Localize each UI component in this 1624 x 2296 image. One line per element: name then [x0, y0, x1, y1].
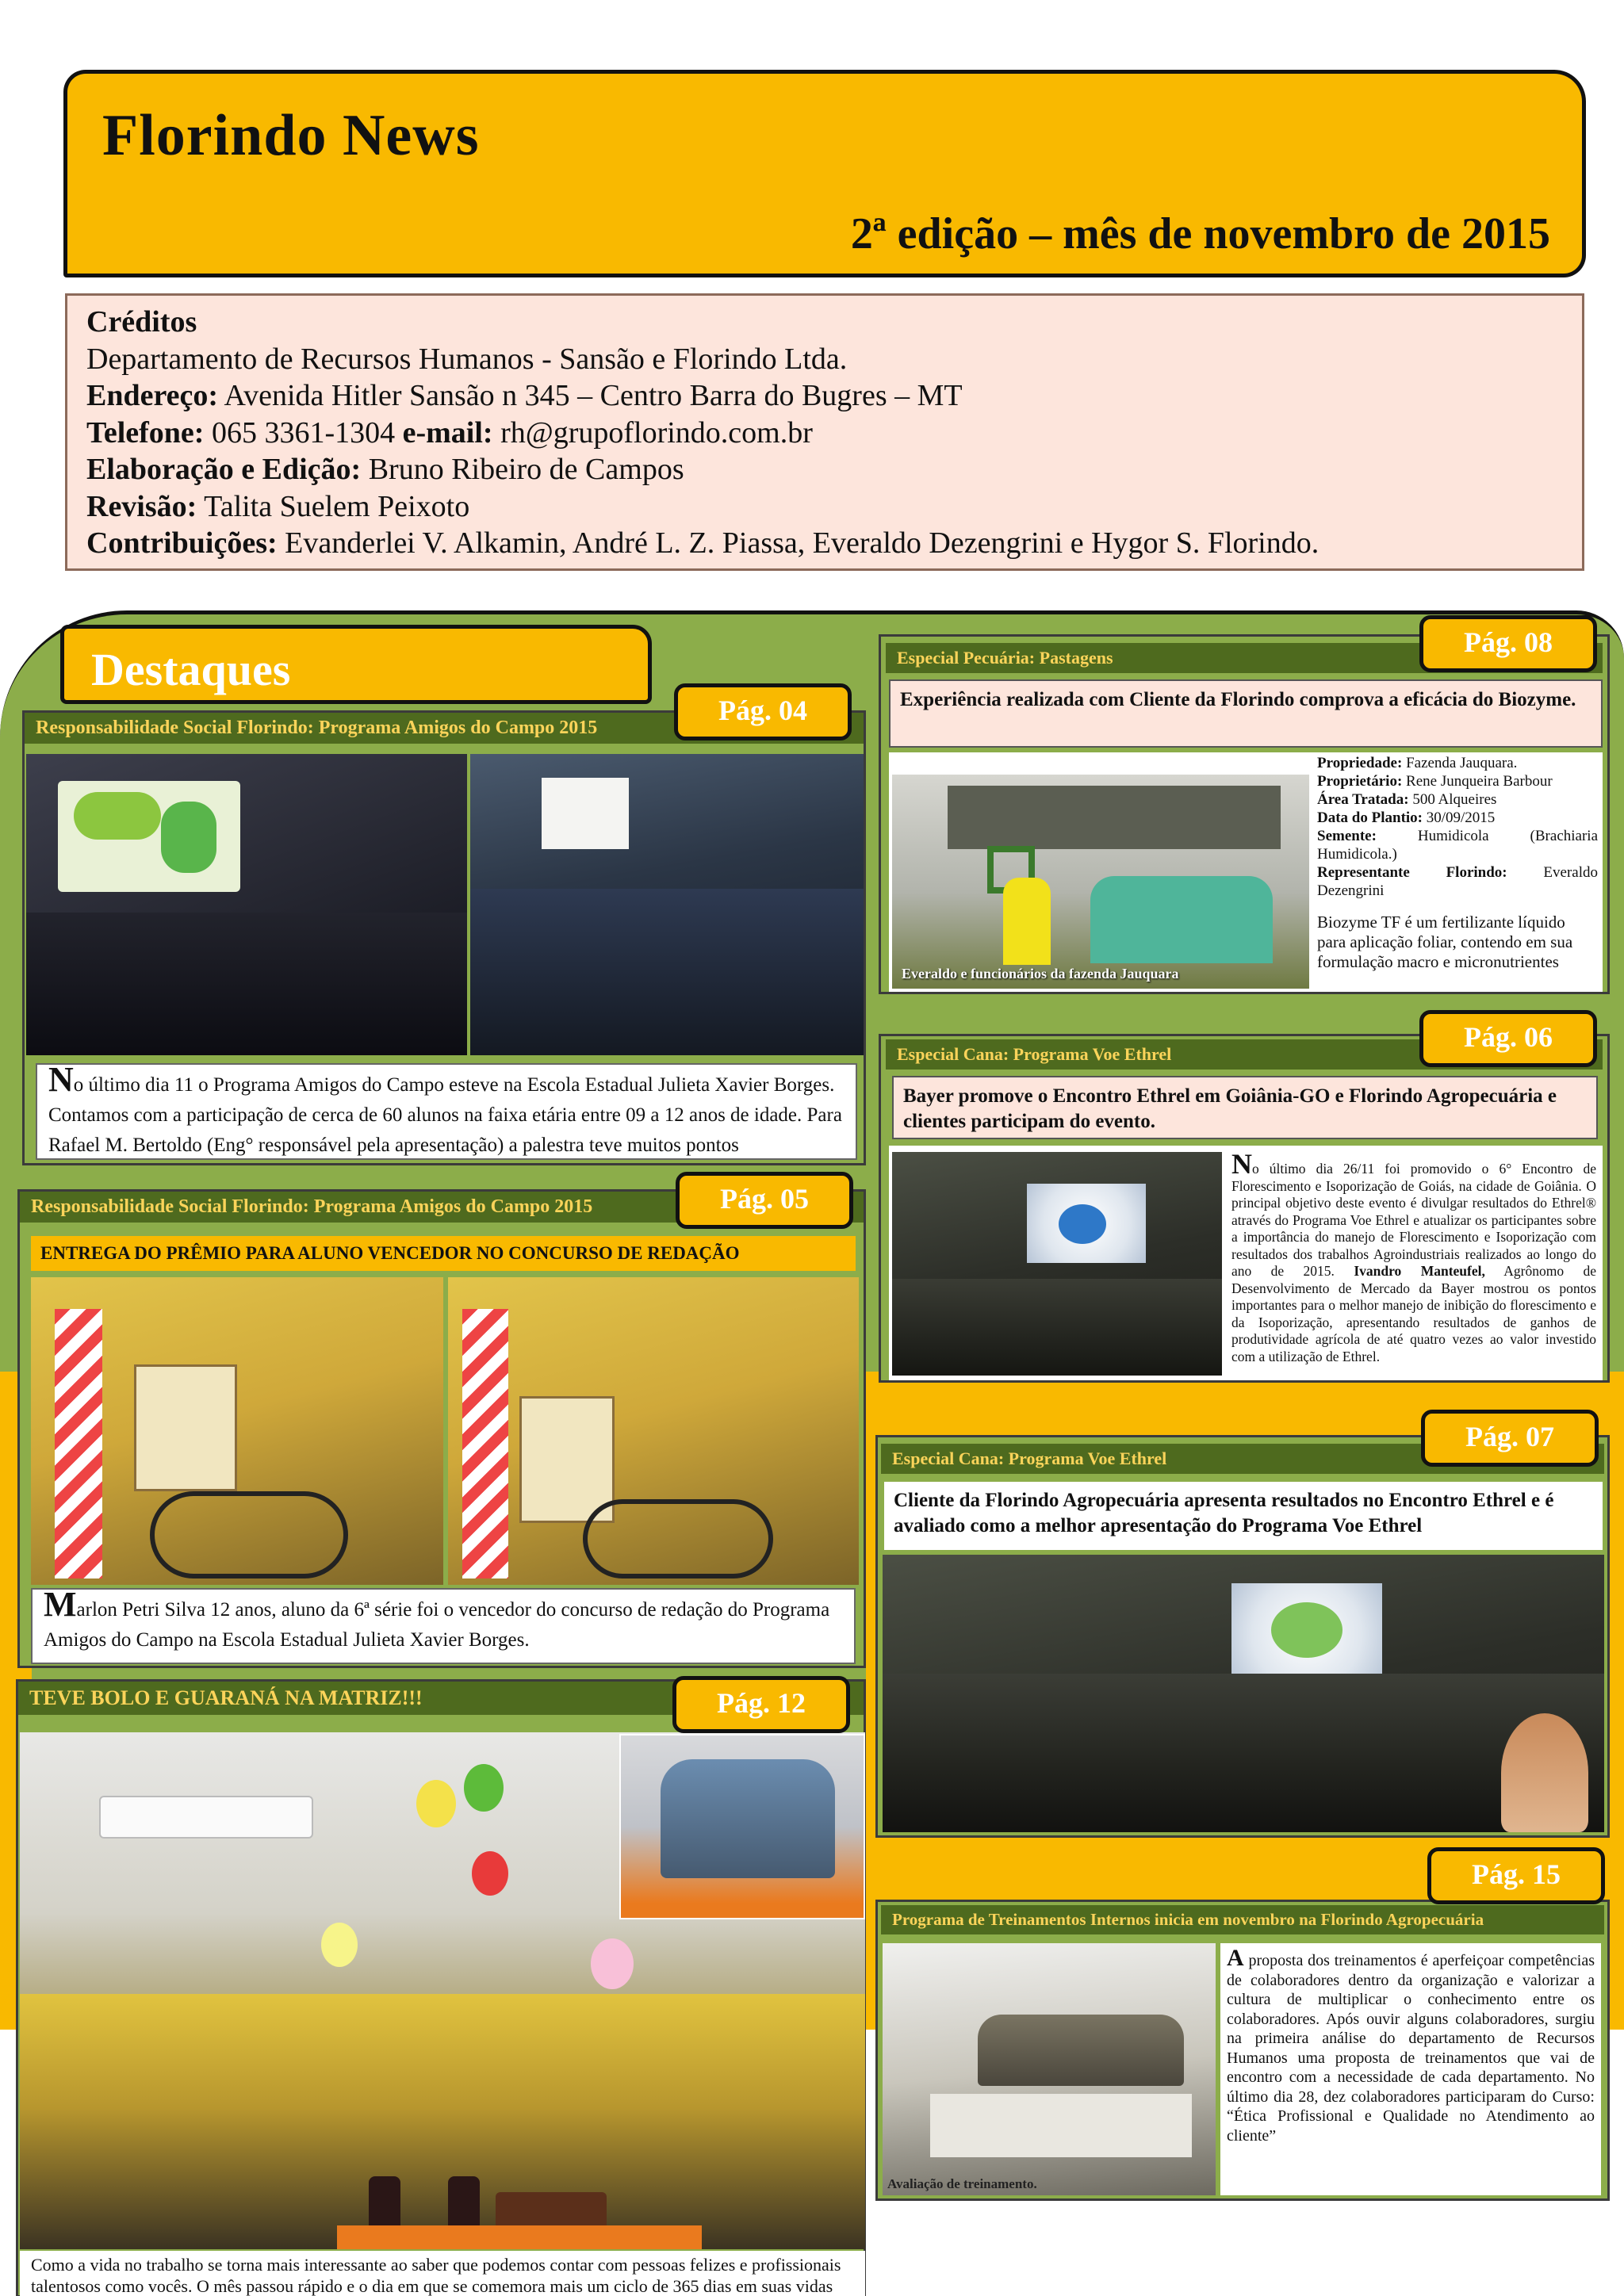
whiteboard [542, 778, 629, 849]
credits-department: Departamento de Recursos Humanos - Sansão e Florindo Ltda. [86, 342, 848, 376]
story-p15-photo [883, 1943, 1216, 2195]
story-p05-text: Marlon Petri Silva 12 anos, aluno da 6ª série foi o vencedor do concurso de redação do Programa Amigos do Campo na Escola Estadual Julieta Xavier Borges. [31, 1588, 856, 1664]
balloon-pink-1 [591, 1938, 634, 1989]
credits-box [65, 293, 1584, 571]
credits-email-link[interactable]: rh@grupoflorindo.com.br [500, 415, 813, 450]
story-p07-section: Especial Cana: Programa Voe Ethrel [881, 1444, 1604, 1474]
person-yellow-shirt [1003, 878, 1051, 965]
story-p04-photo-presentation [26, 754, 467, 1055]
story-p04-section: Responsabilidade Social Florindo: Programa Amigos do Campo 2015 [25, 713, 864, 744]
fact-representative: Representante Florindo: Everaldo Dezengrini [1317, 864, 1598, 899]
credits-contributions: Contribuições: Evanderlei V. Alkamin, André L. Z. Piassa, Everaldo Dezengrini e Hygor S. Florindo. [86, 526, 1320, 560]
audience-silhouettes [26, 913, 467, 1055]
story-p08-body [889, 752, 1603, 992]
screen-logo-icon [1271, 1602, 1342, 1658]
fact-area: Área Tratada: 500 Alqueires [1317, 791, 1497, 808]
air-conditioner [99, 1796, 313, 1839]
story-p12-section: TEVE BOLO E GUARANÁ NA MATRIZ!!! [18, 1682, 864, 1715]
story-p06-section: Especial Cana: Programa Voe Ethrel [886, 1039, 1603, 1070]
story-p05-subtitle: ENTREGA DO PRÊMIO PARA ALUNO VENCEDOR NO CONCURSO DE REDAÇÃO [31, 1236, 856, 1271]
balloon-yellow-2 [321, 1923, 358, 1967]
bayer-logo-icon [1059, 1204, 1106, 1244]
newsletter-header [63, 70, 1586, 277]
students-silhouettes [470, 889, 864, 1055]
story-p04-page-tag[interactable]: Pág. 04 [674, 683, 852, 740]
story-p04-text: No último dia 11 o Programa Amigos do Campo esteve na Escola Estadual Julieta Xavier Borges. Contamos com a participação de cerca de 60 alunos na faixa etária entre 09 a 12 anos de idade. Para Rafael M. Bertoldo (Eng° responsável pela apresentação) a palestra teve muitos pontos [36, 1063, 857, 1160]
story-p12-page-tag[interactable]: Pág. 12 [672, 1676, 850, 1733]
destaques-label: Destaques [91, 644, 291, 695]
story-p06-body [889, 1146, 1603, 1380]
edition-subtitle: 2ª edição – mês de novembro de 2015 [850, 209, 1550, 258]
story-p12-photo-inset [619, 1734, 865, 1919]
credits-review: Revisão: Talita Suelem Peixoto [86, 489, 470, 523]
story-p15-panel[interactable] [875, 1900, 1610, 2201]
story-p07-page-tag[interactable]: Pág. 07 [1421, 1410, 1599, 1467]
trainees-silhouettes [978, 2015, 1184, 2086]
story-p08-text: Biozyme TF é um fertilizante líquido para aplicação foliar, contendo em sua formulação macro e micronutrientes [1317, 913, 1573, 971]
story-p06-title: Bayer promove o Encontro Ethrel em Goiânia-GO e Florindo Agropecuária e clientes participam do evento. [892, 1076, 1598, 1139]
destaques-tab [60, 625, 652, 704]
story-p04-panel[interactable] [22, 710, 866, 1165]
story-p06-panel[interactable] [879, 1034, 1610, 1383]
story-p08-section: Especial Pecuária: Pastagens [886, 643, 1603, 673]
story-p15-section: Programa de Treinamentos Internos inicia em novembro na Florindo Agropecuária [881, 1905, 1604, 1934]
cartoon-lizard-icon [161, 802, 216, 873]
award-poster [134, 1364, 237, 1491]
story-p05-photo-award [31, 1277, 443, 1585]
balloon-yellow-1 [416, 1780, 456, 1827]
story-p08-photo-caption: Everaldo e funcionários da fazenda Jauquara [902, 966, 1179, 982]
orange-table [337, 2225, 702, 2249]
story-p08-title: Experiência realizada com Cliente da Florindo comprova a eficácia do Biozyme. [889, 679, 1603, 748]
audience-woman [1501, 1713, 1588, 1832]
fact-planting-date: Data do Plantio: 30/09/2015 [1317, 809, 1496, 826]
story-p12-text: Como a vida no trabalho se torna mais interessante ao saber que podemos contar com pessoas felizes e profissionais talentosos como vocês. O mês passou rápido e o dia em que se comemora mais um ciclo de 365 dias em suas vidas [20, 2251, 865, 2296]
fertilizer-spreader [948, 786, 1281, 849]
story-p06-page-tag[interactable]: Pág. 06 [1419, 1010, 1597, 1067]
story-p07-title: Cliente da Florindo Agropecuária apresenta resultados no Encontro Ethrel e é avaliado como a melhor apresentação do Programa Voe Ethrel [884, 1482, 1603, 1550]
story-p05-section: Responsabilidade Social Florindo: Programa Amigos do Campo 2015 [20, 1192, 864, 1223]
fact-seed: Semente: Humidicola (Brachiaria Humidicola.) [1317, 828, 1598, 863]
story-p07-panel[interactable] [875, 1435, 1610, 1838]
story-p12-panel[interactable] [16, 1679, 866, 2296]
story-p05-page-tag[interactable]: Pág. 05 [676, 1172, 853, 1229]
bicycle-2 [583, 1499, 773, 1578]
story-p06-text: No último dia 26/11 foi promovido o 6° Encontro de Florescimento e Isoporização de Goiás, na cidade de Goiânia. O principal objetivo deste evento é divulgar resultados do Ethrel® através do Programa Voe Ethrel e atualizar os participantes sobre a importância do manejo de Florescimento e Isoporização com resultados dos trabalhos Agroindustriais realizados ao longo do ano de 2015. Ivandro Manteufel, Agrônomo de Desenvolvimento de Mercado da Bayer mostrou os pontos importantes para o melhor manejo de inibição do florescimento e da Isoporização, apresentando resultados de ganhos de produtividade agrícola de até quatro vezes ao valor investido com a utilização de Ethrel. [1231, 1148, 1597, 1364]
striped-pillar [55, 1309, 102, 1578]
story-p15-photo-caption: Avaliação de treinamento. [887, 2176, 1037, 2191]
event-audience [892, 1279, 1222, 1376]
story-p04-photo-classroom [470, 754, 864, 1055]
inset-group-silhouettes [661, 1759, 835, 1878]
balloon-red-1 [472, 1851, 508, 1896]
story-p05-panel[interactable] [17, 1189, 866, 1668]
award-poster-2 [519, 1396, 615, 1523]
bicycle [150, 1491, 348, 1578]
striped-pillar-2 [462, 1309, 508, 1578]
story-p05-photo-group [448, 1277, 859, 1585]
fact-owner: Proprietário: Rene Junqueira Barbour [1317, 773, 1553, 790]
story-p08-facts [1317, 754, 1598, 972]
story-p08-photo [892, 775, 1309, 989]
story-p07-photo [883, 1555, 1604, 1832]
auditorium-audience [883, 1674, 1604, 1832]
story-p06-photo [892, 1152, 1222, 1376]
credits-title: Créditos [86, 305, 197, 339]
staff-group-silhouettes [20, 1994, 865, 2249]
credits-address: Endereço: Avenida Hitler Sansão n 345 – Centro Barra do Bugres – MT [86, 379, 963, 412]
cartoon-worm-icon [74, 792, 161, 840]
credits-editing: Elaboração e Edição: Bruno Ribeiro de Campos [86, 453, 684, 486]
training-tables [930, 2094, 1192, 2157]
story-p08-panel[interactable] [879, 634, 1610, 994]
masthead-title: Florindo News [102, 103, 480, 168]
story-p15-text: A proposta dos treinamentos é aperfeiçoar competências de colaboradores dentro da organização e valorizar a cultura de multiplicar o conhecimento entre os colaboradores. Após ouvir alguns colaboradores, surgiu na primeira análise do departamento de Recursos Humanos uma proposta de treinamentos que vai de encontro com a necessidade de cada departamento. No último dia 28, dez colaboradores participaram do Curso: “Ética Profissional e Qualidade no Atendimento ao cliente” [1220, 1943, 1601, 2195]
credits-phone: Telefone: 065 3361-1304 e-mail: rh@grupoflorindo.com.br [86, 415, 813, 450]
story-p15-page-tag[interactable]: Pág. 15 [1427, 1847, 1605, 1904]
balloon-green-1 [464, 1764, 504, 1812]
fact-property: Propriedade: Fazenda Jauquara. [1317, 755, 1518, 771]
story-p08-page-tag[interactable]: Pág. 08 [1419, 615, 1597, 672]
workers-group [1090, 876, 1273, 963]
